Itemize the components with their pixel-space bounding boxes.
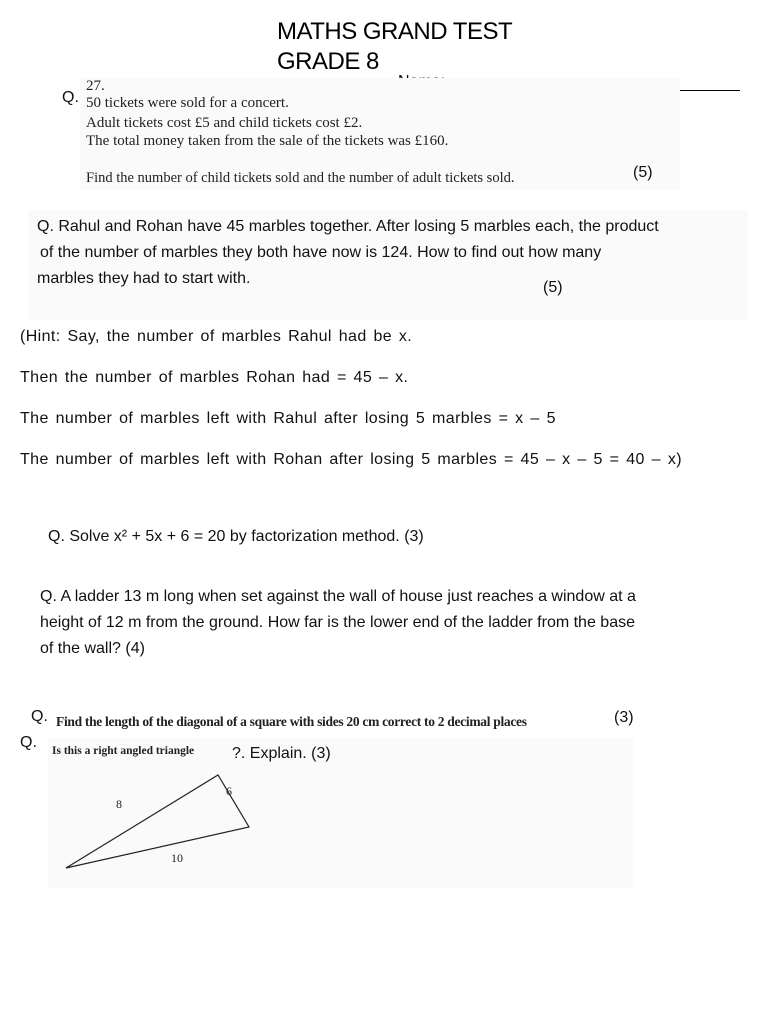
question-4-line: height of 12 m from the ground. How far is the lower end of the ladder from the base (40, 614, 635, 631)
hint-line: Then the number of marbles Rohan had = 45 – x. (20, 369, 409, 386)
question-6-prefix: Q. (20, 734, 37, 751)
question-4-line: Q. A ladder 13 m long when set against the wall of house just reaches a window at a (40, 588, 636, 605)
triangle-side-label-c: 10 (171, 851, 183, 865)
triangle-side-label-a: 8 (116, 797, 122, 811)
question-5-text: Find the length of the diagonal of a square with sides 20 cm correct to 2 decimal places (56, 714, 527, 729)
question-27-line: 50 tickets were sold for a concert. (86, 95, 289, 111)
question-2-line: Q. Rahul and Rohan have 45 marbles together. After losing 5 marbles each, the product (37, 218, 659, 235)
question-5-marks: (3) (614, 709, 634, 726)
question-27-text: Find the number of child tickets sold and the number of adult tickets sold. (86, 170, 515, 186)
question-4-line: of the wall? (4) (40, 640, 145, 657)
triangle-side-label-b: 6 (226, 784, 232, 798)
question-3-text: Q. Solve x² + 5x + 6 = 20 by factorization method. (3) (48, 528, 424, 545)
grade-label: GRADE 8 (277, 48, 379, 75)
page-title: MATHS GRAND TEST (277, 18, 513, 45)
question-6-suffix: ?. Explain. (3) (232, 745, 331, 762)
question-6-text: Is this a right angled triangle (52, 745, 195, 757)
question-2-marks: (5) (543, 279, 563, 296)
question-27-prefix: Q. (62, 89, 79, 106)
question-2-line: marbles they had to start with. (37, 270, 251, 287)
question-6-panel (48, 738, 633, 888)
question-5-prefix: Q. (31, 708, 48, 725)
question-27-number: 27. (86, 78, 105, 94)
question-27-line: The total money taken from the sale of the tickets was £160. (86, 133, 449, 149)
hint-line: The number of marbles left with Rohan after losing 5 marbles = 45 – x – 5 = 40 – x) (20, 451, 682, 468)
hint-line: The number of marbles left with Rahul after losing 5 marbles = x – 5 (20, 410, 556, 427)
question-2-line: of the number of marbles they both have now is 124. How to find out how many (40, 244, 602, 261)
question-27-marks: (5) (633, 164, 653, 181)
hint-line: (Hint: Say, the number of marbles Rahul had be x. (20, 328, 413, 345)
question-27-line: Adult tickets cost £5 and child tickets cost £2. (86, 115, 363, 131)
